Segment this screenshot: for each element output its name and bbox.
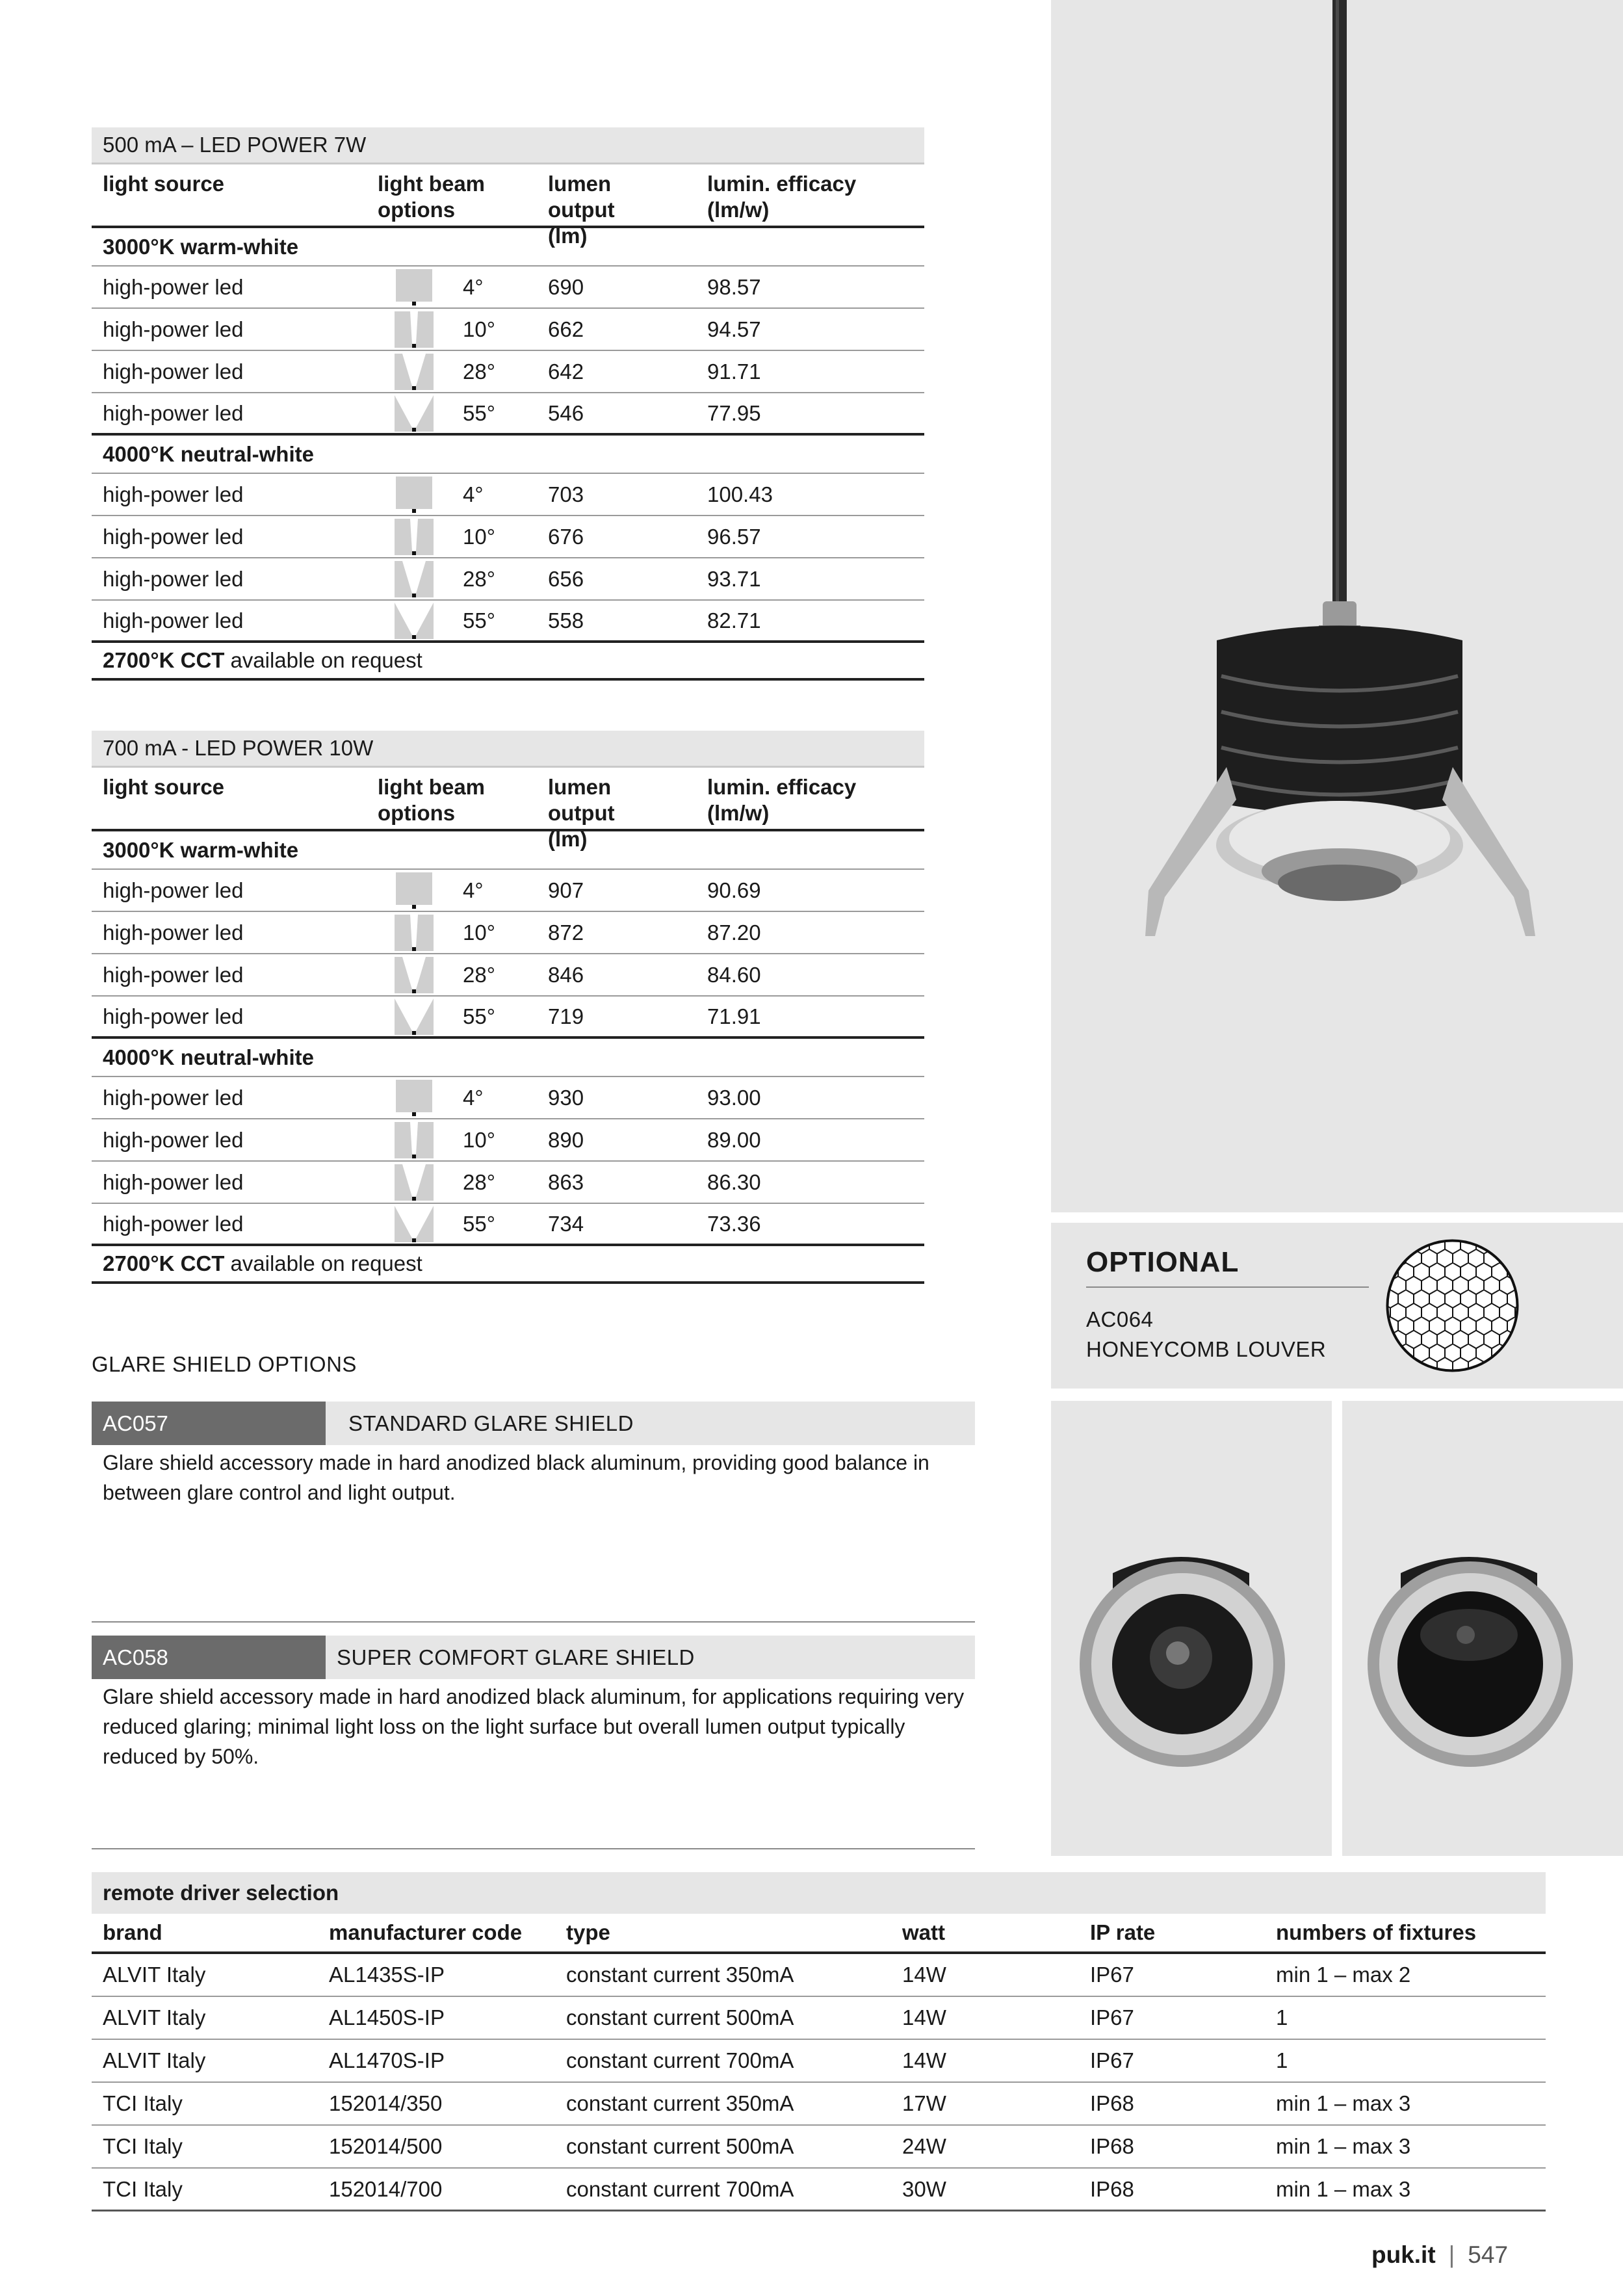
table-title: 700 mA - LED POWER 10W [92,731,924,768]
table-footnote [92,643,924,681]
cell-ip: IP68 [1090,2134,1134,2158]
section-heading: 4000°K neutral-white [92,436,924,474]
table-row [92,1162,924,1204]
beam-4-icon [395,269,434,306]
table-row [92,516,924,558]
cell-brand: ALVIT Italy [103,2048,206,2072]
cell-lumen: 703 [548,482,584,506]
cell-code: AL1450S-IP [329,2005,445,2029]
footer-site: puk.it [1371,2241,1436,2268]
cell-angle: 4° [463,482,484,506]
cell-source: high-power led [103,274,244,299]
header-type: type [566,1920,610,1944]
glare-option-ac058 [92,1636,975,1679]
glare-option-ac057 [92,1402,975,1445]
cell-lumen: 676 [548,524,584,549]
recessed-downlight-image [1051,0,1623,1212]
cell-efficacy: 82.71 [707,608,761,633]
cell-type: constant current 500mA [566,2005,794,2029]
optional-code: AC064 [1086,1307,1154,1331]
cell-type: constant current 350mA [566,2091,794,2115]
cell-fixtures: 1 [1276,2005,1288,2029]
cell-lumen: 734 [548,1211,584,1236]
cell-source: high-power led [103,1004,244,1028]
glare-code: AC058 [92,1636,326,1679]
footer-separator: | [1448,2241,1455,2268]
page-number: 547 [1468,2241,1509,2268]
cell-fixtures: 1 [1276,2048,1288,2072]
cell-efficacy: 98.57 [707,274,761,299]
beam-55-icon [395,1206,434,1242]
header-lumen-output: lumen output (lm) [548,172,615,248]
glare-heading: GLARE SHIELD OPTIONS [92,1352,357,1376]
cell-ip: IP67 [1090,2048,1134,2072]
glare-description: Glare shield accessory made in hard anodized black aluminum, for applications requiring very reduced glaring; minimal light loss on the light surface but overall lumen output typically reduced by 50%. [103,1685,965,1768]
cell-source: high-power led [103,1127,244,1152]
cell-lumen: 642 [548,359,584,384]
cell-angle: 10° [463,1127,495,1152]
cell-angle: 28° [463,566,495,591]
cell-brand: ALVIT Italy [103,2005,206,2029]
table-row [92,1204,924,1246]
cell-lumen: 846 [548,962,584,987]
beam-55-icon [395,998,434,1035]
header-lumen-output: lumen output (lm) [548,775,615,851]
cell-efficacy: 100.43 [707,482,773,506]
header-light-beam: light beam options [378,775,486,825]
cell-source: high-power led [103,400,244,425]
optional-name: HONEYCOMB LOUVER [1086,1337,1327,1361]
super-comfort-glare-shield-image [1342,1401,1623,1856]
table-row [92,997,924,1039]
cell-angle: 55° [463,1004,495,1028]
cell-angle: 4° [463,274,484,299]
cell-ip: IP68 [1090,2176,1134,2201]
cell-angle: 10° [463,920,495,945]
cell-ip: IP67 [1090,2005,1134,2029]
table-row [92,1077,924,1119]
cell-watt: 17W [902,2091,946,2115]
cell-angle: 10° [463,524,495,549]
standard-glare-shield-image [1051,1401,1332,1856]
beam-10-icon [395,519,434,555]
cell-source: high-power led [103,566,244,591]
cell-lumen: 558 [548,608,584,633]
cell-ip: IP68 [1090,2091,1134,2115]
header-watt: watt [902,1920,945,1944]
beam-10-icon [395,915,434,951]
cell-angle: 28° [463,1169,495,1194]
optional-divider [1086,1286,1369,1288]
cell-efficacy: 93.00 [707,1085,761,1110]
cell-lumen: 930 [548,1085,584,1110]
section-heading: 4000°K neutral-white [92,1039,924,1077]
table-row [92,393,924,436]
beam-28-icon [395,1164,434,1201]
cell-efficacy: 77.95 [707,400,761,425]
cell-code: 152014/700 [329,2176,443,2201]
cell-fixtures: min 1 – max 3 [1276,2091,1411,2115]
header-ip-rate: IP rate [1090,1920,1156,1944]
table-row [92,351,924,393]
table-row [92,2126,1546,2169]
honeycomb-louver-icon [1383,1236,1522,1376]
table-title: 500 mA – LED POWER 7W [92,127,924,164]
section-heading: 3000°K warm-white [92,228,924,267]
cell-lumen: 662 [548,317,584,341]
cell-code: 152014/350 [329,2091,443,2115]
cell-efficacy: 84.60 [707,962,761,987]
cell-angle: 55° [463,400,495,425]
page-footer [1371,2241,1508,2269]
cell-watt: 24W [902,2134,946,2158]
cell-watt: 14W [902,1963,946,1987]
cell-code: AL1470S-IP [329,2048,445,2072]
header-efficacy: lumin. efficacy (lm/w) [707,172,857,222]
cell-source: high-power led [103,608,244,633]
cell-angle: 55° [463,1211,495,1236]
header-light-beam: light beam options [378,172,486,222]
table-row [92,870,924,912]
cell-source: high-power led [103,962,244,987]
glare-divider [92,1621,975,1623]
cell-angle: 55° [463,608,495,633]
cell-source: high-power led [103,878,244,902]
cell-source: high-power led [103,1169,244,1194]
table-row [92,267,924,309]
glare-name: SUPER COMFORT GLARE SHIELD [337,1645,695,1669]
cell-watt: 14W [902,2005,946,2029]
table-row [92,2083,1546,2126]
cell-efficacy: 93.71 [707,566,761,591]
cell-brand: ALVIT Italy [103,1963,206,1987]
cell-efficacy: 94.57 [707,317,761,341]
cell-efficacy: 89.00 [707,1127,761,1152]
cell-efficacy: 86.30 [707,1169,761,1194]
cell-lumen: 872 [548,920,584,945]
cell-angle: 28° [463,359,495,384]
footnote-cct: 2700°K CCT [103,1251,225,1275]
beam-28-icon [395,957,434,993]
header-light-source: light source [103,172,225,196]
beam-55-icon [395,603,434,639]
glare-code: AC057 [92,1402,326,1445]
cell-type: constant current 500mA [566,2134,794,2158]
glare-name: STANDARD GLARE SHIELD [348,1411,634,1435]
ac057-photo [1051,1401,1332,1856]
cell-angle: 4° [463,878,484,902]
cell-source: high-power led [103,482,244,506]
cell-lumen: 907 [548,878,584,902]
table-row [92,309,924,351]
beam-10-icon [395,311,434,348]
cell-watt: 14W [902,2048,946,2072]
optional-box [1051,1223,1623,1389]
cell-fixtures: min 1 – max 2 [1276,1963,1411,1987]
footnote-text: available on request [230,648,422,672]
cell-fixtures: min 1 – max 3 [1276,2134,1411,2158]
cell-lumen: 656 [548,566,584,591]
cell-brand: TCI Italy [103,2134,183,2158]
header-fixtures: numbers of fixtures [1276,1920,1477,1944]
cell-efficacy: 87.20 [707,920,761,945]
cell-angle: 28° [463,962,495,987]
header-efficacy: lumin. efficacy (lm/w) [707,775,857,825]
header-manufacturer-code: manufacturer code [329,1920,523,1944]
beam-4-icon [395,476,434,513]
table-row [92,912,924,954]
glare-divider [92,1848,975,1849]
cell-brand: TCI Italy [103,2091,183,2115]
section-heading: 3000°K warm-white [92,831,924,870]
cell-efficacy: 71.91 [707,1004,761,1028]
cell-type: constant current 700mA [566,2176,794,2201]
cell-source: high-power led [103,1211,244,1236]
cell-efficacy: 90.69 [707,878,761,902]
cell-code: AL1435S-IP [329,1963,445,1987]
beam-28-icon [395,561,434,597]
beam-28-icon [395,354,434,390]
table-row [92,1997,1546,2040]
header-light-source: light source [103,775,225,799]
cell-code: 152014/500 [329,2134,443,2158]
table-row [92,954,924,997]
product-photo-panel [1051,0,1623,1212]
cell-fixtures: min 1 – max 3 [1276,2176,1411,2201]
glare-description: Glare shield accessory made in hard anodized black aluminum, providing good balance in between glare control and light output. [103,1451,929,1504]
cell-efficacy: 91.71 [707,359,761,384]
table-row [92,601,924,643]
ac058-photo [1342,1401,1623,1856]
driver-table [92,1872,1546,2211]
beam-4-icon [395,872,434,909]
cell-angle: 4° [463,1085,484,1110]
driver-table-header [92,1914,1546,1954]
optional-title: OPTIONAL [1086,1246,1240,1278]
table-row [92,1954,1546,1997]
cell-angle: 10° [463,317,495,341]
cell-source: high-power led [103,317,244,341]
cell-source: high-power led [103,920,244,945]
table-row [92,474,924,516]
table-footnote [92,1246,924,1284]
cell-source: high-power led [103,359,244,384]
spec-table-700ma [92,731,924,1284]
cell-lumen: 690 [548,274,584,299]
cell-source: high-power led [103,1085,244,1110]
cell-brand: TCI Italy [103,2176,183,2201]
cell-source: high-power led [103,524,244,549]
spec-table-500ma [92,127,924,681]
table-row [92,1119,924,1162]
cell-efficacy: 73.36 [707,1211,761,1236]
footnote-cct: 2700°K CCT [103,648,225,672]
table-row [92,558,924,601]
driver-table-title: remote driver selection [92,1872,1546,1914]
header-brand: brand [103,1920,162,1944]
cell-lumen: 863 [548,1169,584,1194]
footnote-text: available on request [230,1251,422,1275]
table-row [92,2169,1546,2211]
beam-10-icon [395,1122,434,1158]
cell-lumen: 719 [548,1004,584,1028]
cell-lumen: 546 [548,400,584,425]
cell-ip: IP67 [1090,1963,1134,1987]
cell-efficacy: 96.57 [707,524,761,549]
cell-type: constant current 350mA [566,1963,794,1987]
table-row [92,2040,1546,2083]
cell-lumen: 890 [548,1127,584,1152]
beam-4-icon [395,1080,434,1116]
cell-type: constant current 700mA [566,2048,794,2072]
beam-55-icon [395,395,434,432]
cell-watt: 30W [902,2176,946,2201]
